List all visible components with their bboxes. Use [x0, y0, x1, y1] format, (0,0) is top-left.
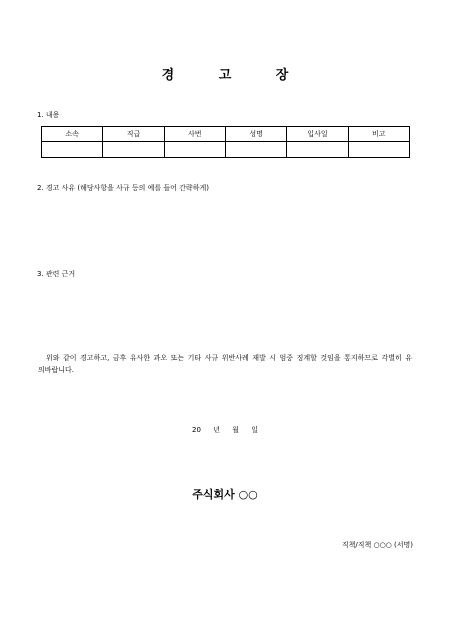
section-basis-heading: 3. 관련 근거	[37, 270, 76, 278]
header-cell-rank: 직급	[103, 127, 164, 142]
table-cell-name	[225, 142, 286, 158]
section-content-heading: 1. 내용	[37, 111, 60, 119]
table-header-row	[42, 127, 410, 142]
header-cell-remarks: 비고	[348, 127, 409, 142]
section-reason-heading: 2. 경고 사유 (해당사항을 사규 등의 예를 들어 간략하게)	[37, 184, 209, 192]
date-day-unit: 일	[251, 426, 258, 434]
header-cell-join-date: 입사일	[287, 127, 348, 142]
table-cell-employee-id	[164, 142, 225, 158]
table-cell-rank	[103, 142, 164, 158]
table-cell-department	[42, 142, 103, 158]
date-month-unit: 월	[232, 426, 239, 434]
header-cell-name: 성명	[225, 127, 286, 142]
header-cell-department: 소속	[42, 127, 103, 142]
document-title: 경 고 장	[161, 68, 309, 83]
table-cell-join-date	[287, 142, 348, 158]
employee-info-table	[41, 126, 410, 158]
header-cell-employee-id: 사번	[164, 127, 225, 142]
date-year-unit: 년	[213, 426, 220, 434]
company-name: 주식회사 ○○	[192, 488, 258, 501]
signature-line: 직책/직책 ○○○ (서명)	[341, 541, 413, 549]
date-year: 20	[192, 426, 201, 434]
date-line	[0, 425, 450, 435]
notice-paragraph: 위와 같이 경고하고, 금후 유사한 과오 또는 기타 사규 위반사례 재발 시 엄중 징계할 것임을 통지하므로 각별히 유의바랍니다.	[38, 354, 412, 374]
table-cell-remarks	[348, 142, 409, 158]
table-row	[42, 142, 410, 158]
